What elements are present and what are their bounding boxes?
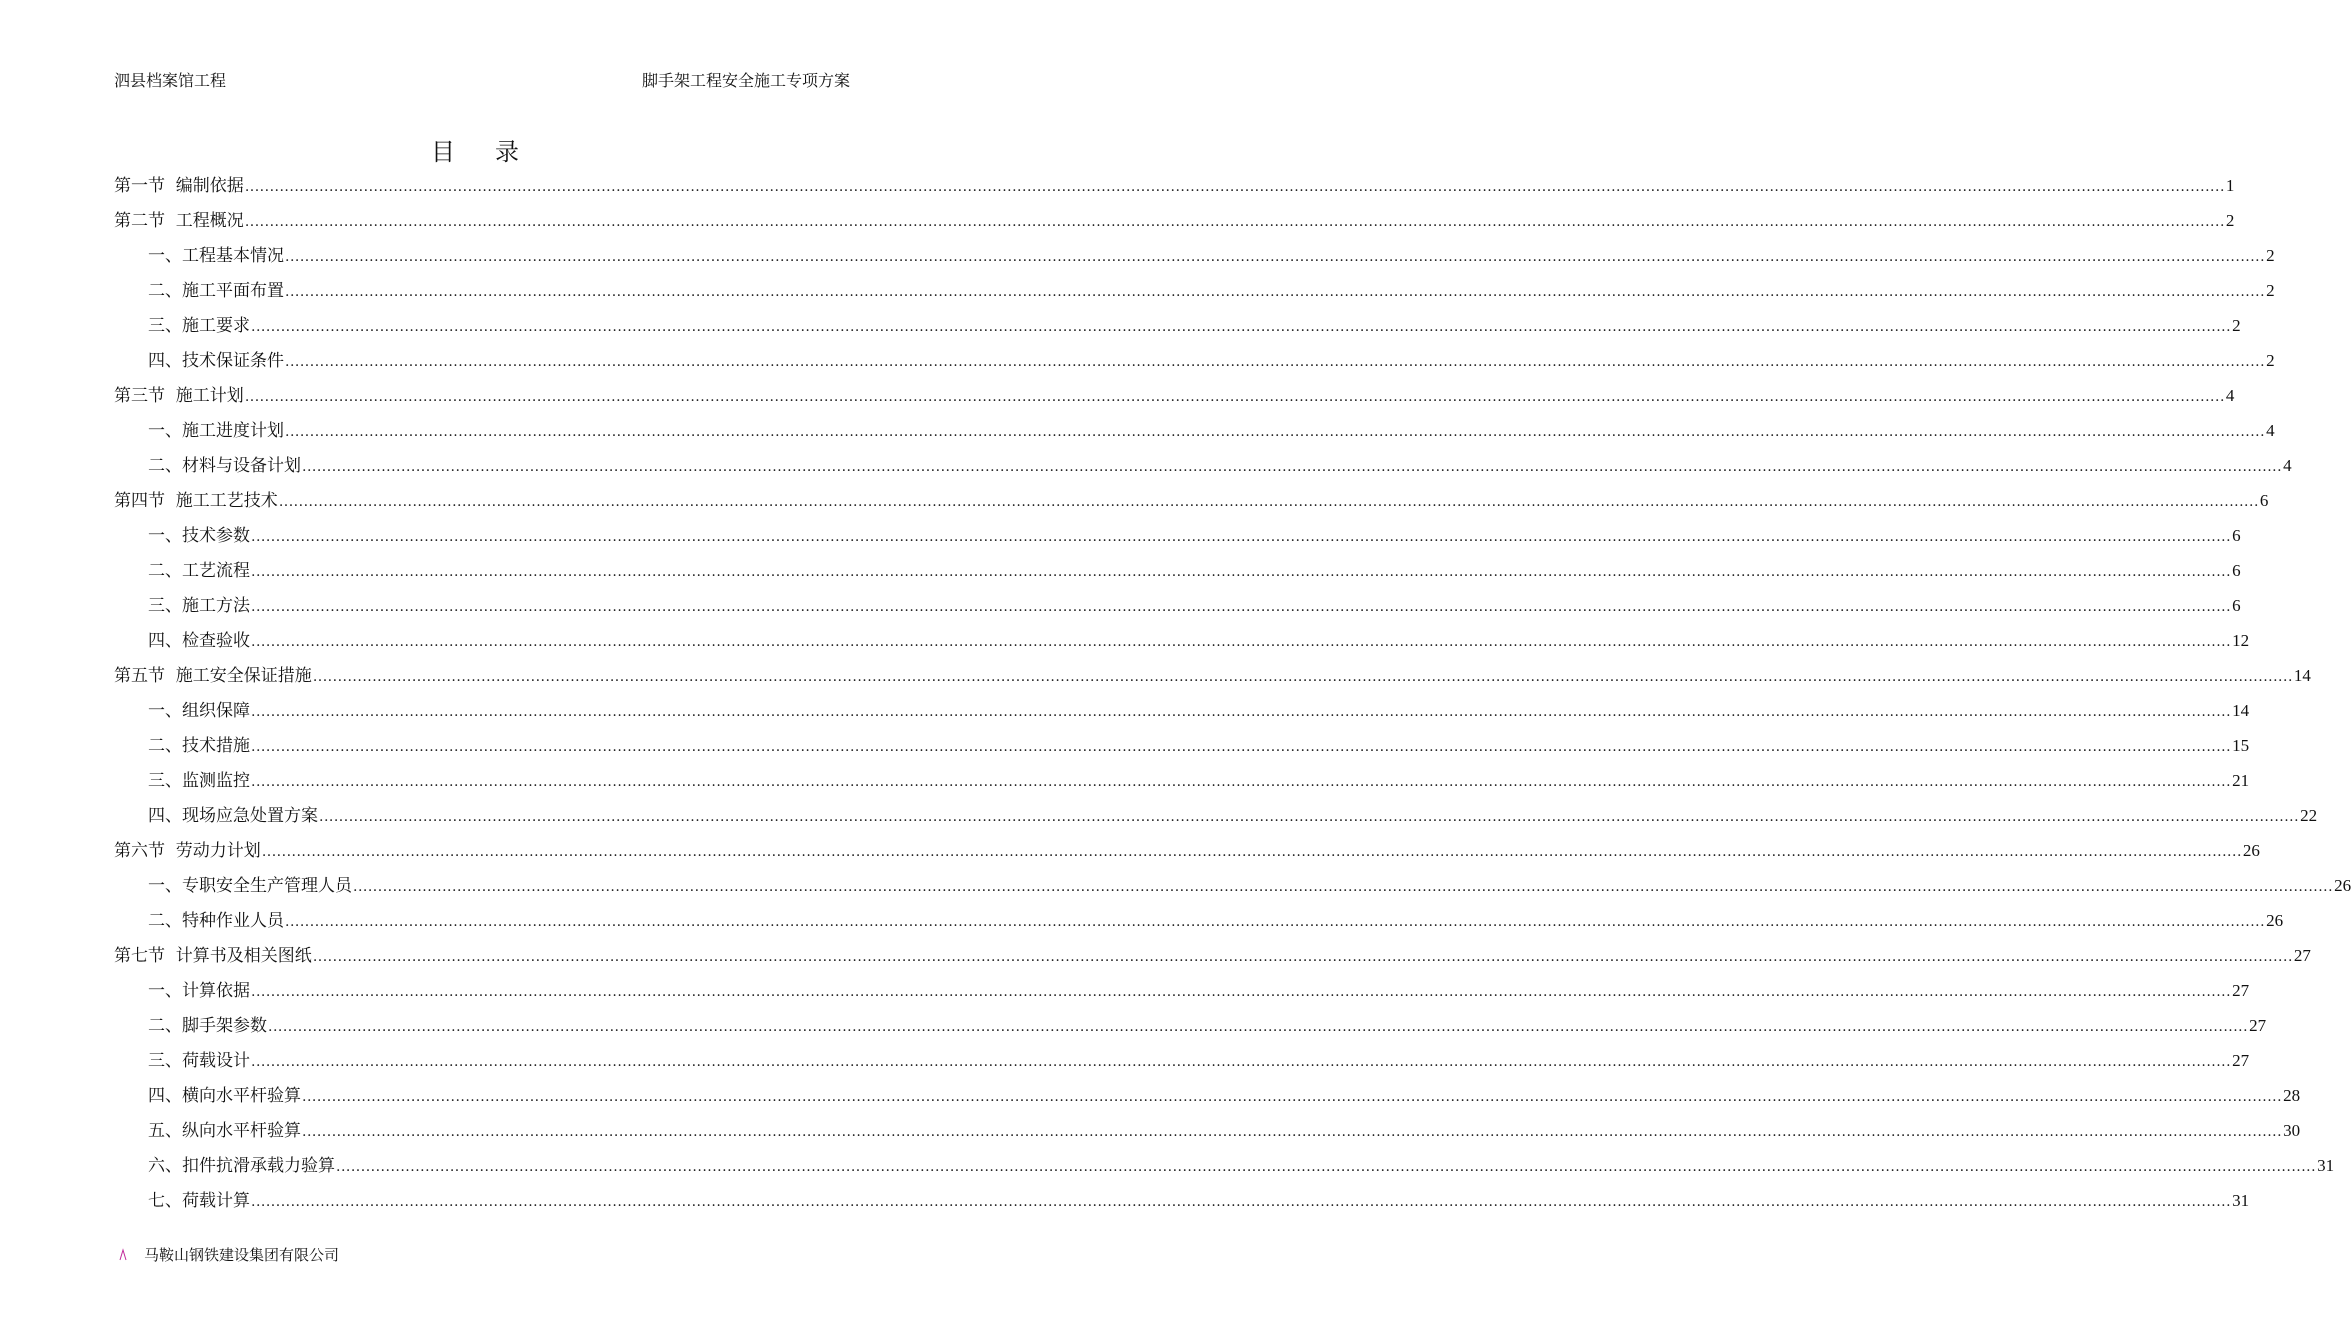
toc-section-entry[interactable] <box>114 658 2311 693</box>
toc-section-entry[interactable] <box>114 483 2269 518</box>
toc-dot-leader: ................................................................................................................................................................................................................................................................................................................................................................................................................ <box>319 809 2300 825</box>
toc-dot-leader: ................................................................................................................................................................................................................................................................................................................................................................................................................ <box>251 739 2232 755</box>
toc-subsection-entry[interactable] <box>114 623 2250 658</box>
toc-dot-leader: ................................................................................................................................................................................................................................................................................................................................................................................................................ <box>251 1194 2232 1210</box>
toc-section-entry[interactable] <box>114 378 2235 413</box>
toc-entry-label: 二、技术措施 <box>148 736 250 756</box>
toc-dot-leader: ................................................................................................................................................................................................................................................................................................................................................................................................................ <box>251 319 2232 335</box>
toc-dot-leader: ................................................................................................................................................................................................................................................................................................................................................................................................................ <box>312 949 2293 965</box>
header-document-title: 脚手架工程安全施工专项方案 <box>641 71 850 90</box>
toc-page-number: 4 <box>2283 456 2292 475</box>
toc-dot-leader: ................................................................................................................................................................................................................................................................................................................................................................................................................ <box>244 214 2225 230</box>
toc-subsection-entry[interactable] <box>114 273 2275 308</box>
toc-dot-leader: ................................................................................................................................................................................................................................................................................................................................................................................................................ <box>285 914 2266 930</box>
footer-company-name: 马鞍山钢铁建设集团有限公司 <box>144 1246 340 1264</box>
toc-section-entry[interactable] <box>114 833 2260 868</box>
toc-entry-label: 一、组织保障 <box>148 701 250 721</box>
toc-dot-leader: ................................................................................................................................................................................................................................................................................................................................................................................................................ <box>285 284 2266 300</box>
toc-subsection-entry[interactable] <box>114 1183 2250 1218</box>
toc-page-number: 2 <box>2266 351 2275 370</box>
toc-dot-leader: ................................................................................................................................................................................................................................................................................................................................................................................................................ <box>285 354 2266 370</box>
toc-section-entry[interactable] <box>114 168 2235 203</box>
toc-entry-label: 第七节 计算书及相关图纸 <box>114 946 312 966</box>
toc-entry-label: 二、脚手架参数 <box>148 1016 267 1036</box>
toc-subsection-entry[interactable] <box>114 448 2292 483</box>
toc-page-number: 2 <box>2266 281 2275 300</box>
table-of-contents <box>114 168 2351 1218</box>
toc-dot-leader: ................................................................................................................................................................................................................................................................................................................................................................................................................ <box>312 669 2293 685</box>
toc-entry-label: 一、技术参数 <box>148 526 250 546</box>
toc-entry-label: 三、荷载设计 <box>148 1051 250 1071</box>
toc-entry-label: 二、特种作业人员 <box>148 911 284 931</box>
toc-entry-label: 三、监测监控 <box>148 771 250 791</box>
toc-entry-label: 第三节 施工计划 <box>114 386 244 406</box>
toc-page-number: 6 <box>2232 526 2241 545</box>
toc-page-number: 21 <box>2232 771 2250 790</box>
toc-page-number: 4 <box>2266 421 2275 440</box>
toc-entry-label: 四、横向水平杆验算 <box>148 1086 301 1106</box>
toc-page-number: 15 <box>2232 736 2250 755</box>
toc-entry-label: 第二节 工程概况 <box>114 211 244 231</box>
company-logo-icon <box>118 1248 128 1262</box>
toc-dot-leader: ................................................................................................................................................................................................................................................................................................................................................................................................................ <box>285 424 2266 440</box>
toc-page-number: 26 <box>2266 911 2284 930</box>
toc-entry-label: 二、施工平面布置 <box>148 281 284 301</box>
toc-page-number: 4 <box>2225 386 2235 405</box>
toc-page-number: 6 <box>2232 596 2241 615</box>
toc-entry-label: 三、施工方法 <box>148 596 250 616</box>
toc-dot-leader: ................................................................................................................................................................................................................................................................................................................................................................................................................ <box>302 1124 2283 1140</box>
toc-page-number: 31 <box>2232 1191 2250 1210</box>
toc-subsection-entry[interactable] <box>114 1148 2335 1183</box>
toc-entry-label: 二、材料与设备计划 <box>148 456 301 476</box>
toc-subsection-entry[interactable] <box>114 728 2250 763</box>
toc-dot-leader: ................................................................................................................................................................................................................................................................................................................................................................................................................ <box>336 1159 2317 1175</box>
toc-dot-leader: ................................................................................................................................................................................................................................................................................................................................................................................................................ <box>251 774 2232 790</box>
toc-dot-leader: ................................................................................................................................................................................................................................................................................................................................................................................................................ <box>251 529 2232 545</box>
page-title: 目录 <box>431 138 559 166</box>
toc-page-number: 27 <box>2293 946 2311 965</box>
toc-page-number: 6 <box>2232 561 2241 580</box>
toc-dot-leader: ................................................................................................................................................................................................................................................................................................................................................................................................................ <box>285 249 2266 265</box>
toc-page-number: 30 <box>2283 1121 2301 1140</box>
toc-subsection-entry[interactable] <box>114 588 2241 623</box>
toc-entry-label: 四、现场应急处置方案 <box>148 806 318 826</box>
toc-subsection-entry[interactable] <box>114 798 2318 833</box>
toc-dot-leader: ................................................................................................................................................................................................................................................................................................................................................................................................................ <box>268 1019 2249 1035</box>
toc-page-number: 2 <box>2232 316 2241 335</box>
toc-entry-label: 二、工艺流程 <box>148 561 250 581</box>
toc-section-entry[interactable] <box>114 203 2235 238</box>
toc-dot-leader: ................................................................................................................................................................................................................................................................................................................................................................................................................ <box>244 389 2225 405</box>
toc-page-number: 6 <box>2259 491 2269 510</box>
toc-entry-label: 第六节 劳动力计划 <box>114 841 261 861</box>
toc-entry-label: 五、纵向水平杆验算 <box>148 1121 301 1141</box>
toc-dot-leader: ................................................................................................................................................................................................................................................................................................................................................................................................................ <box>353 879 2334 895</box>
toc-subsection-entry[interactable] <box>114 553 2241 588</box>
toc-dot-leader: ................................................................................................................................................................................................................................................................................................................................................................................................................ <box>251 599 2232 615</box>
toc-subsection-entry[interactable] <box>114 763 2250 798</box>
toc-section-entry[interactable] <box>114 938 2311 973</box>
toc-subsection-entry[interactable] <box>114 973 2250 1008</box>
toc-page-number: 26 <box>2334 876 2351 895</box>
toc-dot-leader: ................................................................................................................................................................................................................................................................................................................................................................................................................ <box>251 634 2232 650</box>
toc-dot-leader: ................................................................................................................................................................................................................................................................................................................................................................................................................ <box>251 704 2232 720</box>
toc-page-number: 12 <box>2232 631 2250 650</box>
toc-entry-label: 第一节 编制依据 <box>114 176 244 196</box>
toc-subsection-entry[interactable] <box>114 413 2275 448</box>
toc-entry-label: 一、计算依据 <box>148 981 250 1001</box>
toc-entry-label: 一、施工进度计划 <box>148 421 284 441</box>
toc-subsection-entry[interactable] <box>114 903 2284 938</box>
toc-page-number: 28 <box>2283 1086 2301 1105</box>
toc-subsection-entry[interactable] <box>114 1078 2301 1113</box>
toc-subsection-entry[interactable] <box>114 693 2250 728</box>
toc-entry-label: 第四节 施工工艺技术 <box>114 491 278 511</box>
toc-page-number: 2 <box>2266 246 2275 265</box>
toc-entry-label: 三、施工要求 <box>148 316 250 336</box>
toc-dot-leader: ................................................................................................................................................................................................................................................................................................................................................................................................................ <box>302 459 2283 475</box>
toc-page-number: 27 <box>2232 981 2250 1000</box>
toc-dot-leader: ................................................................................................................................................................................................................................................................................................................................................................................................................ <box>251 1054 2232 1070</box>
toc-page-number: 27 <box>2249 1016 2267 1035</box>
toc-subsection-entry[interactable] <box>114 868 2351 903</box>
toc-dot-leader: ................................................................................................................................................................................................................................................................................................................................................................................................................ <box>261 844 2242 860</box>
toc-page-number: 27 <box>2232 1051 2250 1070</box>
footer <box>118 1244 339 1265</box>
toc-entry-label: 一、工程基本情况 <box>148 246 284 266</box>
toc-dot-leader: ................................................................................................................................................................................................................................................................................................................................................................................................................ <box>251 564 2232 580</box>
toc-page-number: 14 <box>2232 701 2250 720</box>
toc-subsection-entry[interactable] <box>114 343 2275 378</box>
toc-page-number: 14 <box>2293 666 2311 685</box>
toc-page-number: 1 <box>2225 176 2235 195</box>
toc-subsection-entry[interactable] <box>114 1113 2301 1148</box>
toc-subsection-entry[interactable] <box>114 1008 2267 1043</box>
toc-subsection-entry[interactable] <box>114 1043 2250 1078</box>
toc-subsection-entry[interactable] <box>114 518 2241 553</box>
toc-page-number: 2 <box>2225 211 2235 230</box>
toc-entry-label: 第五节 施工安全保证措施 <box>114 666 312 686</box>
toc-entry-label: 一、专职安全生产管理人员 <box>148 876 352 896</box>
toc-entry-label: 七、荷载计算 <box>148 1191 250 1211</box>
toc-page-number: 26 <box>2242 841 2260 860</box>
toc-entry-label: 四、检查验收 <box>148 631 250 651</box>
toc-dot-leader: ................................................................................................................................................................................................................................................................................................................................................................................................................ <box>302 1089 2283 1105</box>
toc-dot-leader: ................................................................................................................................................................................................................................................................................................................................................................................................................ <box>244 179 2225 195</box>
toc-dot-leader: ................................................................................................................................................................................................................................................................................................................................................................................................................ <box>251 984 2232 1000</box>
header-project-name: 泗县档案馆工程 <box>114 71 227 90</box>
toc-entry-label: 四、技术保证条件 <box>148 351 284 371</box>
toc-page-number: 31 <box>2317 1156 2335 1175</box>
toc-dot-leader: ................................................................................................................................................................................................................................................................................................................................................................................................................ <box>278 494 2259 510</box>
toc-entry-label: 六、扣件抗滑承载力验算 <box>148 1156 335 1176</box>
toc-subsection-entry[interactable] <box>114 308 2241 343</box>
toc-page-number: 22 <box>2300 806 2318 825</box>
toc-subsection-entry[interactable] <box>114 238 2275 273</box>
